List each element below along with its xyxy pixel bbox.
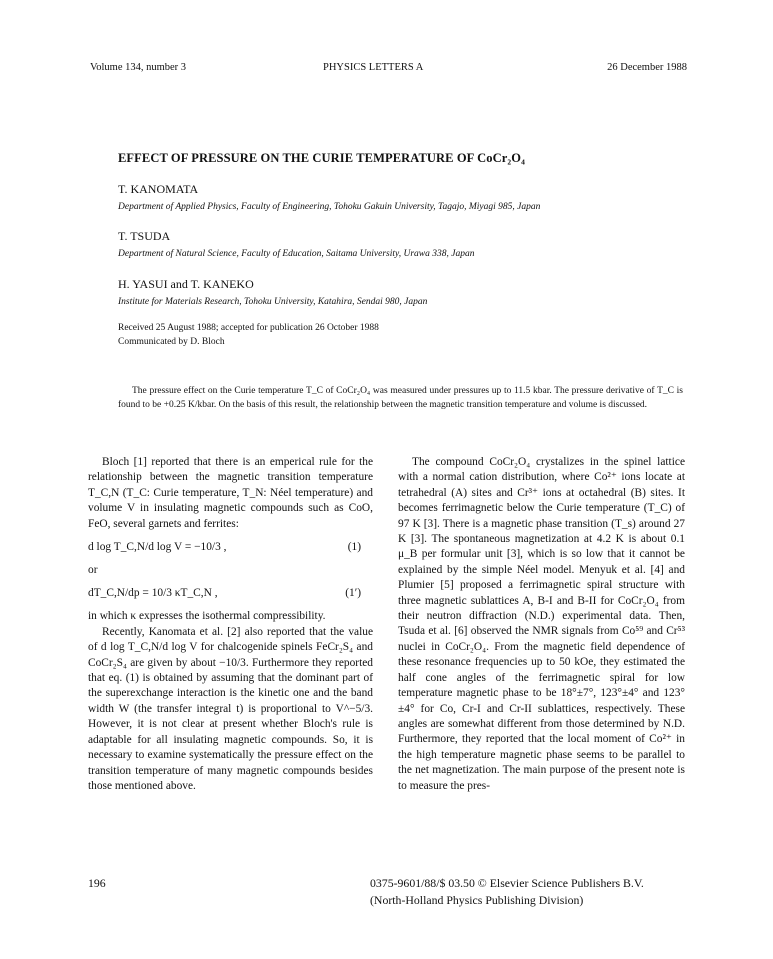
author-1: T. KANOMATA [118,182,199,196]
left-paragraph-2: in which κ expresses the isothermal compressibility. [88,610,326,623]
header-date: 26 December 1988 [607,62,687,73]
page-number: 196 [88,876,106,890]
affiliation-3: Institute for Materials Research, Tohoku University, Katahira, Sendai 980, Japan [118,297,428,307]
article-title: EFFECT OF PRESSURE ON THE CURIE TEMPERATURE OF CoCr₂O₄ [118,151,525,165]
equation-1-prime [88,584,373,603]
header-journal: PHYSICS LETTERS A [323,62,424,73]
or-word: or [88,564,98,577]
equation-1-number: (1) [347,541,361,554]
communicated-line: Communicated by D. Bloch [118,337,225,347]
equation-1 [88,538,373,557]
right-column [398,455,685,794]
header-volume: Volume 134, number 3 [90,62,187,73]
equation-1-text: d log T_C,N/d log V = −10/3 , [88,541,227,554]
footer-division: (North-Holland Physics Publishing Division) [370,893,584,907]
author-3: H. YASUI and T. KANEKO [118,277,254,291]
equation-1-prime-number: (1′) [345,587,361,600]
equation-1-prime-text: dT_C,N/dp = 10/3 κT_C,N , [88,587,218,600]
affiliation-1: Department of Applied Physics, Faculty of Engineering, Tohoku Gakuin University, Tagajo, Miyagi 985, Japan [118,202,541,212]
left-paragraph-3: Recently, Kanomata et al. [2] also reported that the value of d log T_C,N/d log V for chalcogenide spinels FeCr₂S₄ and CoCr₂S₄ are given by about −10/3. Furthermore they reported that eq. (1) is obtained by assuming that the dominant part of the superexchange interaction is the kinetic one and the band width W (the transfer integral t) is proportional to V^−5/3. However, it is not clear at present whether Bloch's rule is adaptable for all insulating magnetic compounds. So, it is necessary to examine systematically the pressure effect on the transition temperature of many magnetic compounds besides those mentioned above. [88,625,373,792]
affiliation-2: Department of Natural Science, Faculty of Education, Saitama University, Urawa 338, Japan [118,249,475,259]
right-paragraph-1: The compound CoCr₂O₄ crystalizes in the spinel lattice with a normal cation distribution, where Co²⁺ ions locate at tetrahedral (A) sites and Cr³⁺ ions at octahedral (B) sites. It becomes ferrimagnetic below the Curie temperature (T_C) of 97 K [3]. There is a magnetic phase transition (T_s) around 27 K [3]. The spontaneous magnetization at 4.2 K is about 0.1 μ_B per formular unit [3], which is so low that it cannot be explained by the simple Néel model. Menyuk et al. [4] and Plumier [5] proposed a ferrimagnetic spiral structure with three magnetic sublattices A, B-I and B-II for CoCr₂O₄ from their neutron diffraction (N.D.) experimental data. Then, Tsuda et al. [6] observed the NMR signals from Co⁵⁹ and Cr⁵³ nuclei in CoCr₂O₄. From the magnetic field dependence of these resonance frequencies up to 50 kOe, they estimated the half cone angles of the ferrimagnetic spiral for low temperature magnetic phase to be 18°±7°, 123°±4° and 123°±4° for Co, Cr-I and Cr-II sublattices, respectively. These angles are somewhat different from those determined by N.D. Furthermore, they reported that the local moment of Co²⁺ in the high temperature magnetic phase seems to be parallel to the net magnetization. The main purpose of the present note is to measure the pres- [398,456,685,792]
abstract: The pressure effect on the Curie temperature T_C of CoCr₂O₄ was measured under pressures up to 11.5 kbar. The pressure derivative of T_C is found to be +0.25 K/kbar. On the basis of this result, the relationship between the magnetic transition temperature and volume is discussed. [118,386,683,410]
left-column [88,455,373,794]
received-line: Received 25 August 1988; accepted for publication 26 October 1988 [118,323,379,333]
footer-issn: 0375-9601/88/$ 03.50 © Elsevier Science Publishers B.V. [370,876,644,890]
left-paragraph-1: Bloch [1] reported that there is an emperical rule for the relationship between the magnetic transition temperature T_C,N (T_C: Curie temperature, T_N: Néel temperature) and volume V in insulating magnetic compounds such as CoO, FeO, several garnets and ferrites: [88,456,373,530]
author-2: T. TSUDA [118,229,171,243]
